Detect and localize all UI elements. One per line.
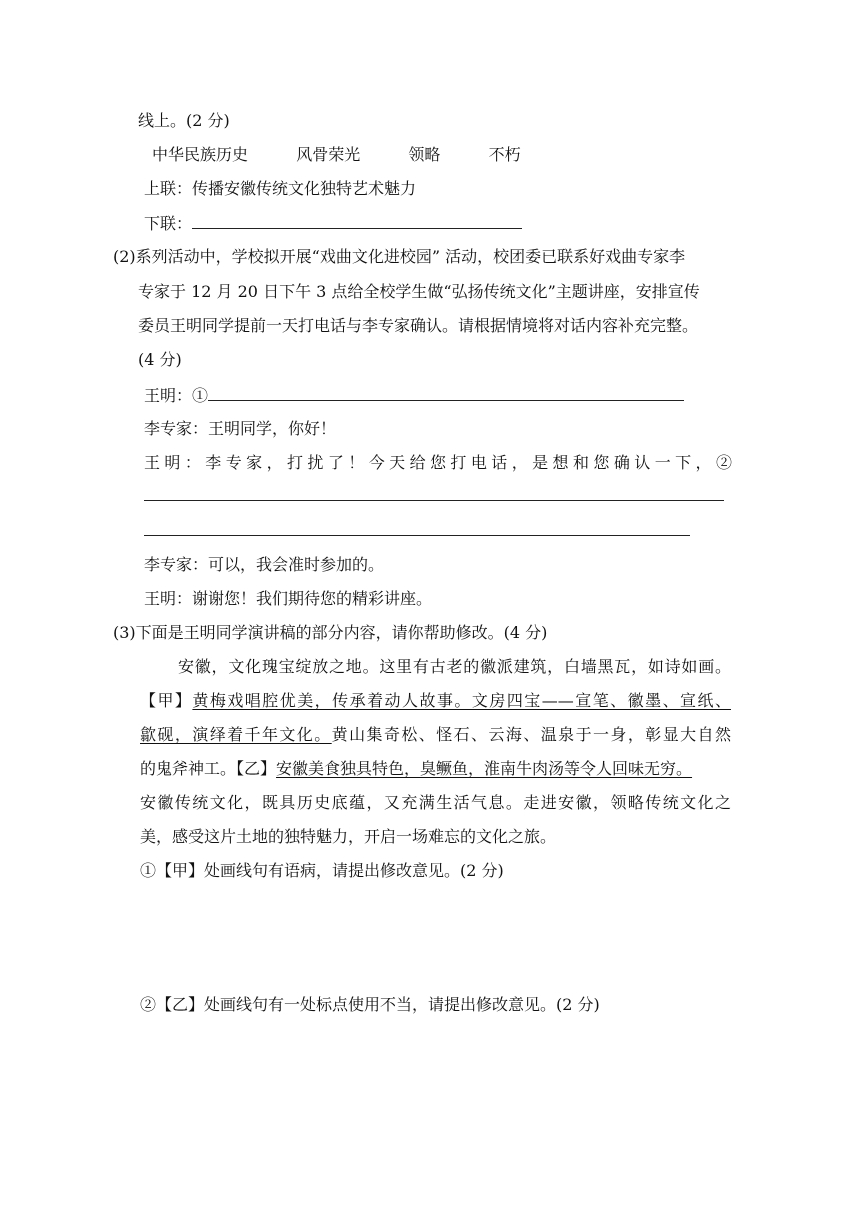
passage-text: 黄山集奇松、怪石、云海、温泉于一身，彰显大自然: [331, 725, 731, 744]
upper-couplet: [144, 178, 416, 200]
answer-blank-2a[interactable]: [144, 500, 724, 501]
marker-yi: 【乙】: [236, 759, 277, 778]
upper-couplet-label: 上联：: [144, 179, 193, 198]
dialog-line-5: 王明：谢谢您！我们期待您的精彩讲座。: [144, 589, 433, 608]
answer-blank-1[interactable]: [208, 384, 684, 401]
passage-line-3: [140, 724, 731, 746]
passage-line-2: [140, 690, 731, 712]
q3-sub2: ②【乙】处画线句有一处标点使用不当，请提出修改意见。(2 分): [140, 995, 600, 1014]
underlined-sentence-jia-cont: 歙砚，演绎着千年文化。: [140, 725, 332, 744]
q2-stem-line2: 专家于 12 月 20 日下午 3 点给全校学生做“弘扬传统文化”主题讲座，安排宣传: [138, 282, 700, 301]
passage-text: 的鬼斧神工。: [140, 759, 237, 778]
marker-jia: 【甲】: [140, 691, 193, 710]
underlined-sentence-yi: 安徽美食独具特色，臭鳜鱼，淮南牛肉汤等令人回味无穷。: [276, 759, 693, 778]
lower-couplet: [144, 212, 522, 235]
q2-stem-line1: (2)系列活动中，学校拟开展“戏曲文化进校园” 活动，校团委已联系好戏曲专家李: [113, 247, 686, 266]
word-option: 领略: [408, 145, 441, 164]
q2-stem-line3: 委员王明同学提前一天打电话与李专家确认。请根据情境将对话内容补充完整。: [138, 316, 699, 335]
passage-line-1: 安徽，文化瑰宝绽放之地。这里有古老的徽派建筑，白墙黑瓦，如诗如画。: [178, 657, 731, 676]
q3-stem: (3)下面是王明同学演讲稿的部分内容，请你帮助修改。(4 分): [113, 623, 548, 642]
lower-couplet-label: 下联：: [144, 214, 193, 233]
passage-line-5: 安徽传统文化，既具历史底蕴，又充满生活气息。走进安徽，领略传统文化之: [140, 793, 731, 812]
dialog-line-3: 王明：李专家，打扰了！今天给您打电话，是想和您确认一下，②: [144, 453, 732, 472]
passage-line-4: [140, 758, 692, 780]
q1-word-bank: [152, 144, 521, 166]
dialog-line-2: 李专家：王明同学，你好！: [144, 419, 337, 438]
word-option: 不朽: [488, 145, 521, 164]
dialog-speaker-text: 王明：①: [144, 386, 209, 405]
word-option: 中华民族历史: [152, 145, 249, 164]
q2-score: (4 分): [138, 350, 182, 369]
q3-sub1: ①【甲】处画线句有语病，请提出修改意见。(2 分): [140, 861, 504, 880]
answer-blank-2b[interactable]: [144, 535, 690, 536]
lower-couplet-blank[interactable]: [192, 212, 522, 229]
underlined-sentence-jia: 黄梅戏唱腔优美，传承着动人故事。文房四宝——宣笔、徽墨、宣纸、: [192, 691, 731, 710]
upper-couplet-text: 传播安徽传统文化独特艺术魅力: [192, 179, 417, 198]
dialog-line-4: 李专家：可以，我会准时参加的。: [144, 555, 385, 574]
dialog-line-1: [144, 384, 684, 407]
passage-line-6: 美，感受这片土地的独特魅力，开启一场难忘的文化之旅。: [140, 827, 557, 846]
q1-score-line: 线上。(2 分): [138, 111, 230, 130]
word-option: 风骨荣光: [296, 145, 361, 164]
